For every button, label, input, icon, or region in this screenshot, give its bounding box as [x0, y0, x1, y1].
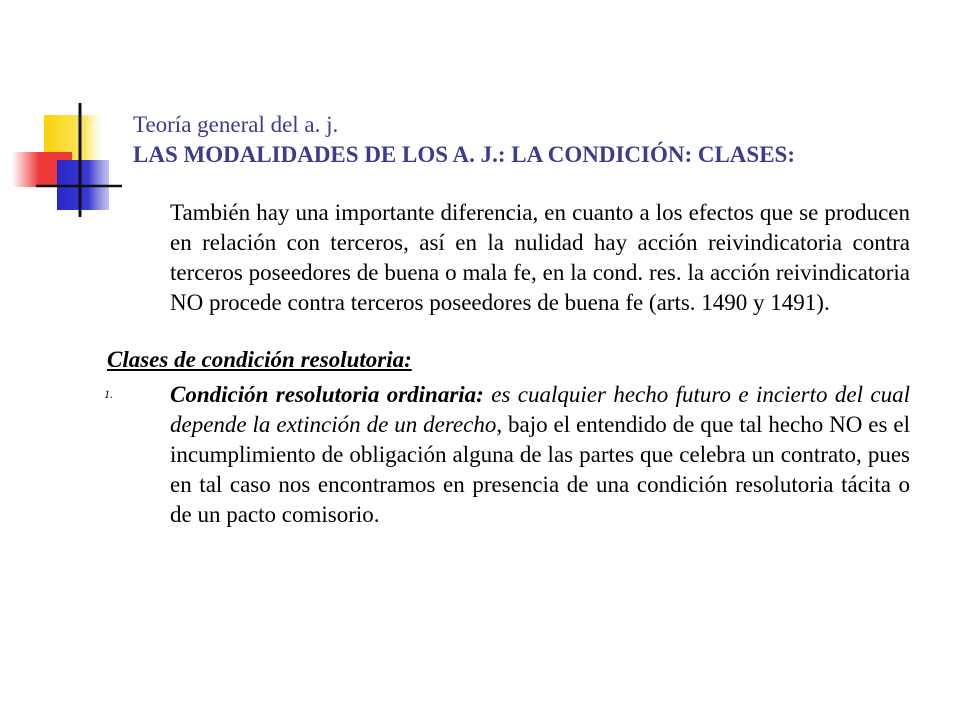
title-line-1: Teoría general del a. j.	[133, 112, 339, 137]
list-item	[170, 380, 910, 530]
list-item-term: Condición resolutoria ordinaria:	[170, 382, 484, 407]
body-paragraph: También hay una importante diferencia, en cuanto a los efectos que se producen en relación con terceros, así en la nulidad hay acción reivindicatoria contra terceros poseedores de buena o mala fe, en la cond. res. la acción reivindicatoria NO procede contra terceros poseedores de buena fe (arts. 1490 y 1491).	[170, 200, 910, 315]
list-item-rest: , bajo el entendido de que tal hecho NO es el incumplimiento de obligación alguna de las partes que celebra un contrato, pues en tal caso nos encontramos en presencia de una condición resolutoria tácita o de un pacto comisorio.	[170, 412, 910, 527]
title-line-2: LAS MODALIDADES DE LOS A. J.: LA CONDICIÓN: CLASES:	[133, 142, 796, 167]
list-item-definition: es cualquier hecho futuro e incierto del cual depende la extinción de un derecho	[170, 382, 910, 437]
list-item-number: 1.	[104, 387, 113, 401]
decorative-squares-graphic	[0, 0, 140, 230]
subheading: Clases de condición resolutoria:	[107, 347, 412, 372]
slide-title	[133, 110, 933, 170]
